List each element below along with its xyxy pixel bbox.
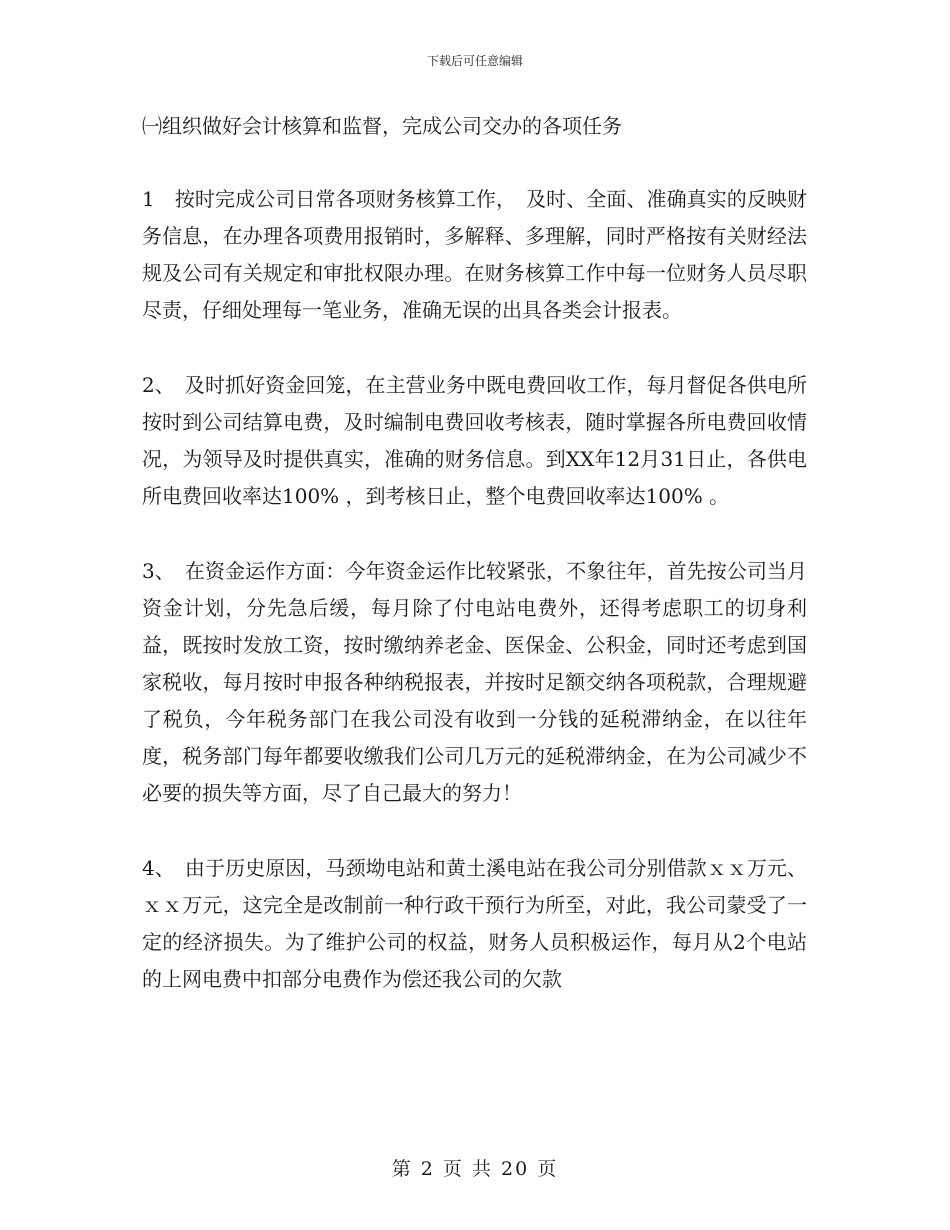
page-number: 第 2 页 共 20 页 [391,1158,559,1180]
paragraph-4: 4、 由于历史原因，马颈坳电站和黄土溪电站在我公司分别借款ｘｘ万元、ｘｘ万元，这完全是改制前一种行政干预行为所至，对此，我公司蒙受了一定的经济损失。为了维护公司的权益，财务人员积极运作，每月从2个电站的上网电费中扣部分电费作为偿还我公司的欠款 [142,856,807,991]
page-header: 下载后可任意编辑 [426,54,523,68]
paragraph-1: 1 按时完成公司日常各项财务核算工作， 及时、全面、准确真实的反映财务信息，在办理各项费用报销时，多解释、多理解，同时严格按有关财经法规及公司有关规定和审批权限办理。在财务核算工作中每一位财务人员尽职尽责，仔细处理每一笔业务，准确无误的出具各类会计报表。 [142,187,807,322]
paragraph-3: 3、 在资金运作方面：今年资金运作比较紧张，不象往年，首先按公司当月资金计划，分先急后缓，每月除了付电站电费外，还得考虑职工的切身利益，既按时发放工资，按时缴纳养老金、医保金、公积金，同时还考虑到国家税收，每月按时申报各种纳税报表，并按时足额交纳各项税款，合理规避了税负，今年税务部门在我公司没有收到一分钱的延税滞纳金，在以往年度，税务部门每年都要收缴我们公司几万元的延税滞纳金，在为公司减少不必要的损失等方面，尽了自己最大的努力！ [142,559,807,805]
paragraph-2: 2、 及时抓好资金回笼，在主营业务中既电费回收工作，每月督促各供电所按时到公司结算电费，及时编制电费回收考核表，随时掌握各所电费回收情况，为领导及时提供真实，准确的财务信息。到XX年12月31日止，各供电所电费回收率达100% ，到考核日止，整个电费回收率达100% 。 [142,373,807,508]
document-body [142,108,807,998]
section-heading: ㈠组织做好会计核算和监督，完成公司交办的各项任务 [142,114,622,138]
